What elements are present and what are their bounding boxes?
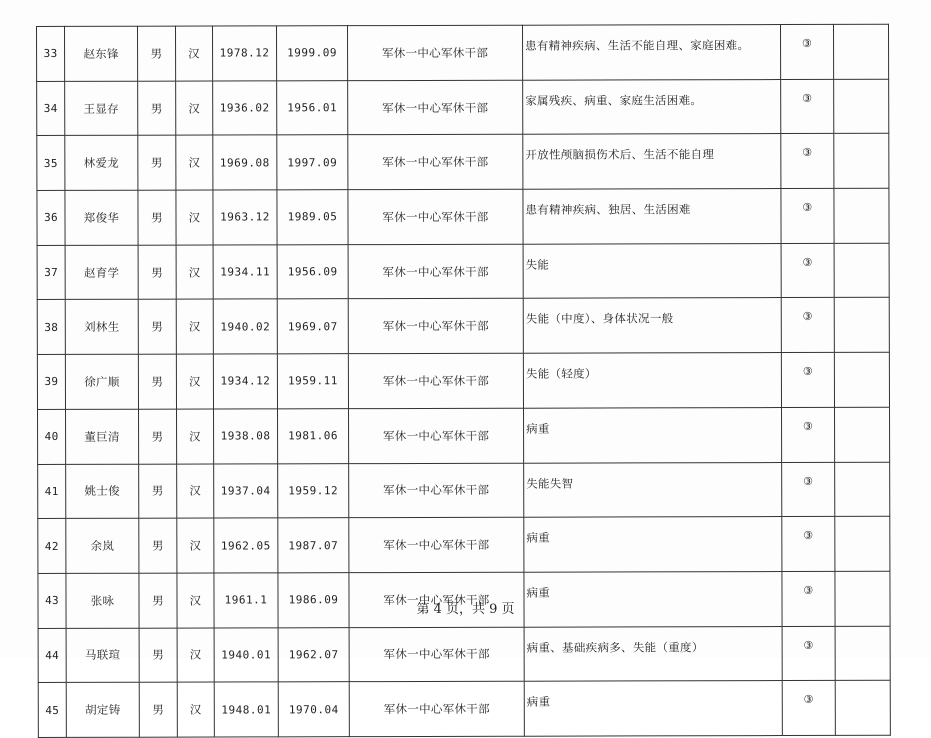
cell-gender: 男 xyxy=(139,628,177,683)
table-row xyxy=(37,79,889,136)
cell-category-mark: ③ xyxy=(782,407,835,462)
cell-ethnicity: 汉 xyxy=(177,628,214,683)
table-row xyxy=(37,24,889,81)
cell-unit: 军休一中心军休干部 xyxy=(348,135,523,190)
cell-category-mark: ③ xyxy=(781,353,834,408)
cell-enlist-date: 1969.07 xyxy=(277,299,348,354)
cell-gender: 男 xyxy=(139,573,177,628)
cell-number: 38 xyxy=(37,300,65,355)
cell-name: 马联瑄 xyxy=(66,628,139,683)
cell-gender: 男 xyxy=(138,81,176,136)
cell-birth-date: 1934.12 xyxy=(213,354,277,409)
cell-birth-date: 1938.08 xyxy=(214,409,278,464)
table-row xyxy=(38,462,890,519)
cell-enlist-date: 1997.09 xyxy=(277,135,348,190)
cell-ethnicity: 汉 xyxy=(176,26,213,81)
cell-name: 姚士俊 xyxy=(66,464,139,519)
cell-note: 患有精神疾病、独居、生活困难 xyxy=(523,189,781,244)
cell-unit: 军休一中心军休干部 xyxy=(348,299,523,354)
cell-number: 36 xyxy=(37,190,65,245)
cell-ethnicity: 汉 xyxy=(177,518,214,573)
cell-enlist-date: 1981.06 xyxy=(278,408,349,463)
cell-unit: 军休一中心军休干部 xyxy=(348,80,523,135)
cell-number: 34 xyxy=(37,81,65,136)
cell-birth-date: 1940.01 xyxy=(214,627,278,682)
table-row xyxy=(38,407,890,464)
cell-number: 45 xyxy=(38,683,66,738)
cell-note: 家属残疾、病重、家庭生活困难。 xyxy=(523,79,781,134)
cell-category-mark: ③ xyxy=(782,681,835,736)
cell-ethnicity: 汉 xyxy=(176,81,213,136)
cell-unit: 军休一中心军休干部 xyxy=(349,627,524,682)
cell-name: 王显存 xyxy=(65,81,138,136)
cell-gender: 男 xyxy=(138,26,176,81)
cell-note: 病重 xyxy=(524,517,782,572)
cell-enlist-date: 1962.07 xyxy=(278,627,349,682)
cell-birth-date: 1934.11 xyxy=(213,245,277,300)
cell-note: 病重、基础疾病多、失能（重度） xyxy=(524,626,782,681)
cell-gender: 男 xyxy=(139,518,177,573)
cell-unit: 军休一中心军休干部 xyxy=(349,463,524,518)
cell-number: 39 xyxy=(37,355,65,410)
cell-gender: 男 xyxy=(138,300,176,355)
cell-unit: 军休一中心军休干部 xyxy=(348,189,523,244)
cell-number: 35 xyxy=(37,136,65,191)
cell-remarks xyxy=(835,462,890,517)
cell-category-mark: ③ xyxy=(781,79,834,134)
cell-name: 赵育学 xyxy=(65,245,138,300)
table-row xyxy=(37,134,889,191)
cell-birth-date: 1962.05 xyxy=(214,518,278,573)
cell-birth-date: 1963.12 xyxy=(213,190,277,245)
cell-name: 林爱龙 xyxy=(65,136,138,191)
cell-category-mark: ③ xyxy=(782,517,835,572)
cell-number: 44 xyxy=(38,628,66,683)
cell-category-mark: ③ xyxy=(780,24,833,79)
cell-gender: 男 xyxy=(138,136,176,191)
cell-category-mark: ③ xyxy=(781,243,834,298)
cell-enlist-date: 1989.05 xyxy=(277,190,348,245)
cell-gender: 男 xyxy=(139,464,177,519)
cell-category-mark: ③ xyxy=(782,626,835,681)
cell-remarks xyxy=(834,134,889,189)
cell-gender: 男 xyxy=(138,354,176,409)
cell-name: 董巨清 xyxy=(66,409,139,464)
cell-name: 胡定铸 xyxy=(66,682,139,737)
cell-number: 33 xyxy=(37,26,65,81)
cell-unit: 军休一中心军休干部 xyxy=(348,353,523,408)
cell-number: 37 xyxy=(37,245,65,300)
cell-ethnicity: 汉 xyxy=(176,354,213,409)
cell-ethnicity: 汉 xyxy=(176,135,213,190)
cell-name: 刘林生 xyxy=(65,300,138,355)
cell-name: 余岚 xyxy=(66,518,139,573)
table-row xyxy=(37,188,889,245)
cell-ethnicity: 汉 xyxy=(176,190,213,245)
roster-table xyxy=(36,24,891,738)
cell-remarks xyxy=(834,243,889,298)
cell-enlist-date: 1959.11 xyxy=(277,354,348,409)
cell-enlist-date: 1956.09 xyxy=(277,244,348,299)
cell-number: 43 xyxy=(38,573,66,628)
page-number: 第 4 页，共 9 页 xyxy=(416,602,515,617)
cell-birth-date: 1948.01 xyxy=(214,682,278,737)
cell-ethnicity: 汉 xyxy=(176,245,213,300)
cell-unit: 军休一中心军休干部 xyxy=(349,572,524,627)
table-row xyxy=(38,516,890,573)
cell-unit: 军休一中心军休干部 xyxy=(348,244,523,299)
cell-gender: 男 xyxy=(138,190,176,245)
cell-enlist-date: 1986.09 xyxy=(278,573,349,628)
cell-category-mark: ③ xyxy=(781,298,834,353)
cell-gender: 男 xyxy=(139,409,177,464)
cell-ethnicity: 汉 xyxy=(176,299,213,354)
cell-name: 赵东锋 xyxy=(65,26,138,81)
cell-unit: 军休一中心军休干部 xyxy=(349,517,524,572)
cell-category-mark: ③ xyxy=(782,462,835,517)
cell-birth-date: 1936.02 xyxy=(213,81,277,136)
cell-number: 42 xyxy=(38,519,66,574)
cell-name: 徐广顺 xyxy=(65,354,138,409)
cell-name: 张咏 xyxy=(66,573,139,628)
table-row xyxy=(37,352,889,409)
cell-category-mark: ③ xyxy=(781,134,834,189)
cell-number: 41 xyxy=(38,464,66,519)
cell-note: 患有精神疾病、生活不能自理、家庭困难。 xyxy=(522,25,780,80)
cell-remarks xyxy=(834,298,889,353)
cell-gender: 男 xyxy=(138,245,176,300)
cell-remarks xyxy=(833,24,888,79)
cell-birth-date: 1937.04 xyxy=(214,463,278,518)
cell-note: 病重 xyxy=(524,407,782,462)
cell-ethnicity: 汉 xyxy=(177,682,214,737)
cell-enlist-date: 1956.01 xyxy=(277,80,348,135)
cell-note: 失能 xyxy=(523,243,781,298)
table-row xyxy=(37,298,889,355)
cell-category-mark: ③ xyxy=(782,571,835,626)
cell-ethnicity: 汉 xyxy=(177,573,214,628)
cell-enlist-date: 1959.12 xyxy=(278,463,349,518)
roster-body xyxy=(37,24,891,737)
cell-unit: 军休一中心军休干部 xyxy=(349,408,524,463)
cell-birth-date: 1940.02 xyxy=(213,299,277,354)
table-row xyxy=(38,681,890,738)
cell-unit: 军休一中心军休干部 xyxy=(348,25,523,80)
cell-ethnicity: 汉 xyxy=(177,464,214,519)
cell-ethnicity: 汉 xyxy=(177,409,214,464)
cell-enlist-date: 1970.04 xyxy=(278,682,349,737)
cell-remarks xyxy=(834,79,889,134)
cell-note: 失能（中度）、身体状况一般 xyxy=(523,298,781,353)
cell-birth-date: 1969.08 xyxy=(213,135,277,190)
cell-category-mark: ③ xyxy=(781,188,834,243)
cell-remarks xyxy=(835,407,890,462)
cell-note: 失能（轻度） xyxy=(523,353,781,408)
table-row xyxy=(38,626,890,683)
table-row xyxy=(37,243,889,300)
cell-number: 40 xyxy=(38,409,66,464)
cell-enlist-date: 1987.07 xyxy=(278,518,349,573)
cell-remarks xyxy=(834,188,889,243)
cell-birth-date: 1978.12 xyxy=(213,26,277,81)
cell-note: 开放性颅脑损伤术后、生活不能自理 xyxy=(523,134,781,189)
cell-gender: 男 xyxy=(139,682,177,737)
cell-enlist-date: 1999.09 xyxy=(277,26,348,81)
cell-birth-date: 1961.1 xyxy=(214,573,278,628)
cell-name: 郑俊华 xyxy=(65,190,138,245)
cell-remarks xyxy=(835,516,890,571)
cell-unit: 军休一中心军休干部 xyxy=(349,681,524,736)
cell-remarks xyxy=(834,352,889,407)
cell-note: 病重 xyxy=(524,681,782,736)
cell-note: 失能失智 xyxy=(524,462,782,517)
cell-note: 病重 xyxy=(524,571,782,626)
cell-remarks xyxy=(835,626,890,681)
cell-remarks xyxy=(835,681,890,736)
